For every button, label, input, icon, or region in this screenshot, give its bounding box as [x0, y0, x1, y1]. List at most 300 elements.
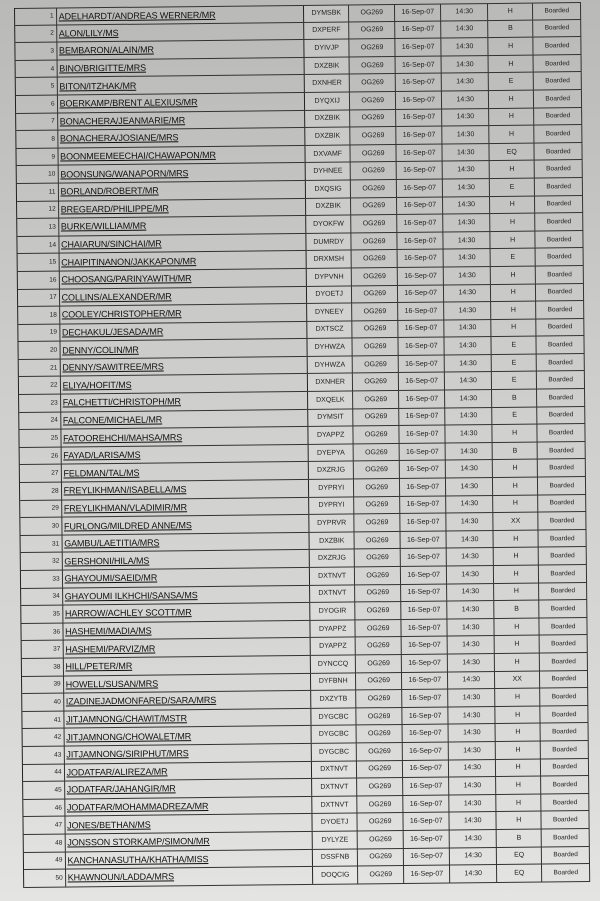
departure-time: 14:30: [444, 249, 491, 266]
flight-date: 16-Sep-07: [397, 162, 444, 179]
flight-date: 16-Sep-07: [401, 602, 448, 619]
boarding-status: Boarded: [537, 372, 585, 389]
boarding-status: Boarded: [535, 160, 583, 177]
flight-date: 16-Sep-07: [399, 426, 446, 443]
flight-date: 16-Sep-07: [399, 373, 446, 390]
booking-reference: DXNHER: [308, 374, 354, 391]
passenger-name: BOONSUNG/WANAPORN/MRS: [58, 163, 306, 182]
departure-time: 14:30: [449, 724, 496, 741]
booking-class: EQ: [497, 847, 543, 864]
booking-class: XX: [493, 513, 539, 530]
flight-number: OG269: [355, 514, 401, 531]
boarding-status: Boarded: [539, 495, 587, 512]
booking-class: E: [489, 73, 535, 90]
flight-date: 16-Sep-07: [397, 232, 444, 249]
boarding-status: Boarded: [536, 213, 584, 230]
passenger-name: JONES/BETHAN/MS: [65, 814, 313, 833]
boarding-status: Boarded: [538, 389, 586, 406]
booking-class: H: [489, 108, 535, 125]
row-number: 37: [22, 641, 64, 658]
booking-class: H: [495, 636, 541, 653]
flight-date: 16-Sep-07: [403, 725, 450, 742]
booking-reference: DYNCCQ: [311, 655, 357, 672]
flight-date: 16-Sep-07: [397, 179, 444, 196]
passenger-name: HILL/PETER/MR: [63, 656, 311, 675]
booking-class: H: [494, 548, 540, 565]
booking-class: H: [492, 425, 538, 442]
flight-number: OG269: [356, 585, 402, 602]
flight-date: 16-Sep-07: [399, 391, 446, 408]
departure-time: 14:30: [443, 179, 490, 196]
passenger-name: BREGEARD/PHILIPPE/MR: [59, 198, 307, 217]
row-number: 50: [24, 870, 66, 887]
flight-date: 16-Sep-07: [396, 91, 443, 108]
booking-reference: DXZBIK: [304, 57, 350, 74]
row-number: 29: [20, 500, 62, 517]
booking-class: H: [491, 266, 537, 283]
passenger-name: IZADINEJADMONFARED/SARA/MRS: [64, 691, 312, 710]
flight-date: 16-Sep-07: [398, 303, 445, 320]
row-number: 5: [16, 78, 58, 95]
row-number: 44: [23, 764, 65, 781]
booking-reference: DXZRJG: [309, 462, 355, 479]
row-number: 21: [19, 359, 61, 376]
booking-class: H: [488, 55, 534, 72]
booking-class: H: [489, 126, 535, 143]
booking-class: E: [491, 249, 537, 266]
flight-number: OG269: [358, 848, 404, 865]
booking-reference: DYOETJ: [312, 814, 358, 831]
flight-date: 16-Sep-07: [401, 619, 448, 636]
flight-number: OG269: [351, 110, 397, 127]
departure-time: 14:30: [443, 197, 490, 214]
flight-date: 16-Sep-07: [395, 39, 442, 56]
flight-date: 16-Sep-07: [403, 760, 450, 777]
flight-date: 16-Sep-07: [398, 338, 445, 355]
flight-date: 16-Sep-07: [401, 566, 448, 583]
row-number: 36: [21, 623, 63, 640]
departure-time: 14:30: [448, 584, 495, 601]
flight-number: OG269: [356, 637, 402, 654]
boarding-status: Boarded: [537, 301, 585, 318]
passenger-name: COOLEY/CHRISTOPHER/MR: [60, 304, 308, 323]
flight-number: OG269: [352, 233, 398, 250]
departure-time: 14:30: [443, 144, 490, 161]
departure-time: 14:30: [448, 654, 495, 671]
row-number: 40: [22, 694, 64, 711]
booking-class: H: [496, 741, 542, 758]
passenger-name: FAYAD/LARISA/MS: [61, 445, 309, 464]
booking-reference: DYOETJ: [307, 286, 353, 303]
row-number: 14: [17, 236, 59, 253]
flight-date: 16-Sep-07: [401, 584, 448, 601]
booking-reference: DUMRDY: [306, 233, 352, 250]
boarding-status: Boarded: [540, 583, 588, 600]
row-number: 18: [18, 307, 60, 324]
booking-class: H: [496, 794, 542, 811]
boarding-status: Boarded: [536, 266, 584, 283]
booking-reference: DYPRYI: [309, 479, 355, 496]
flight-number: OG269: [356, 655, 402, 672]
passenger-name: FATOOREHCHI/MAHSA/MRS: [61, 427, 309, 446]
boarding-status: Boarded: [542, 776, 590, 793]
boarding-status: Boarded: [542, 811, 590, 828]
passenger-name: JITJAMNONG/SIRIPHUT/MRS: [64, 744, 312, 763]
passenger-name: JODATFAR/ALIREZA/MR: [64, 761, 312, 780]
departure-time: 14:30: [444, 267, 491, 284]
flight-date: 16-Sep-07: [400, 479, 447, 496]
departure-time: 14:30: [446, 460, 493, 477]
row-number: 45: [23, 782, 65, 799]
departure-time: 14:30: [447, 513, 494, 530]
departure-time: 14:30: [442, 73, 489, 90]
passenger-name: ALON/LILY/MS: [57, 23, 305, 42]
row-number: 6: [16, 96, 58, 113]
booking-reference: DXZBIK: [305, 128, 351, 145]
booking-reference: DXTNVT: [312, 796, 358, 813]
flight-date: 16-Sep-07: [395, 5, 442, 21]
flight-number: OG269: [352, 215, 398, 232]
boarding-status: Boarded: [542, 864, 590, 881]
booking-reference: DXTNVT: [312, 779, 358, 796]
passenger-name: BURKE/WILLIAM/MR: [59, 216, 307, 235]
flight-number: OG269: [357, 743, 403, 760]
flight-date: 16-Sep-07: [398, 320, 445, 337]
booking-reference: DYPRYI: [309, 497, 355, 514]
boarding-status: Boarded: [534, 37, 582, 54]
booking-reference: DXZBIK: [305, 110, 351, 127]
flight-date: 16-Sep-07: [402, 672, 449, 689]
row-number: 17: [18, 289, 60, 306]
booking-class: H: [488, 38, 534, 55]
boarding-status: Boarded: [538, 459, 586, 476]
flight-date: 16-Sep-07: [402, 637, 449, 654]
passenger-name: JODATFAR/JAHANGIR/MR: [65, 779, 313, 798]
flight-number: OG269: [355, 567, 401, 584]
passenger-name: FURLONG/MILDRED ANNE/MS: [62, 515, 310, 534]
flight-date: 16-Sep-07: [403, 813, 450, 830]
booking-class: E: [492, 372, 538, 389]
booking-reference: DYHWZA: [308, 356, 354, 373]
passenger-name: BINO/BRIGITTE/MRS: [57, 58, 305, 77]
departure-time: 14:30: [442, 38, 489, 55]
booking-class: H: [494, 618, 540, 635]
booking-reference: DYFBNH: [311, 673, 357, 690]
boarding-status: Boarded: [535, 196, 583, 213]
row-number: 42: [23, 729, 65, 746]
flight-date: 16-Sep-07: [402, 707, 449, 724]
flight-number: OG269: [352, 268, 398, 285]
booking-reference: DRXMSH: [307, 251, 353, 268]
booking-class: H: [495, 653, 541, 670]
flight-number: OG269: [353, 321, 399, 338]
departure-time: 14:30: [450, 847, 497, 864]
departure-time: 14:30: [447, 566, 494, 583]
booking-class: H: [494, 566, 540, 583]
boarding-status: Boarded: [536, 231, 584, 248]
row-number: 19: [18, 324, 60, 341]
booking-reference: DXPERF: [304, 22, 350, 39]
row-number: 23: [19, 395, 61, 412]
booking-reference: DXTNVT: [310, 585, 356, 602]
row-number: 4: [16, 60, 58, 77]
booking-class: H: [495, 689, 541, 706]
booking-reference: DYAPPZ: [308, 427, 354, 444]
booking-class: H: [493, 460, 539, 477]
booking-class: H: [490, 231, 536, 248]
departure-time: 14:30: [444, 285, 491, 302]
row-number: 41: [22, 711, 64, 728]
passenger-name: BEMBARON/ALAIN/MR: [57, 40, 305, 59]
flight-date: 16-Sep-07: [400, 514, 447, 531]
booking-reference: DXNHER: [305, 75, 351, 92]
flight-number: OG269: [356, 673, 402, 690]
passenger-name: BORLAND/ROBERT/MR: [58, 181, 306, 200]
booking-reference: DYNEEY: [307, 304, 353, 321]
row-number: 15: [18, 254, 60, 271]
row-number: 9: [16, 148, 58, 165]
booking-class: H: [490, 161, 536, 178]
flight-number: OG269: [350, 57, 396, 74]
passenger-name: CHAIARUN/SINCHAI/MR: [59, 234, 307, 253]
booking-class: H: [488, 4, 534, 20]
row-number: 2: [15, 25, 57, 42]
boarding-status: Boarded: [542, 794, 590, 811]
boarding-status: Boarded: [535, 143, 583, 160]
flight-number: OG269: [358, 866, 404, 883]
booking-reference: DXQSIG: [306, 180, 352, 197]
flight-date: 16-Sep-07: [402, 654, 449, 671]
booking-reference: DYHWZA: [307, 339, 353, 356]
row-number: 16: [18, 271, 60, 288]
flight-number: OG269: [354, 444, 400, 461]
booking-reference: DXQELK: [308, 392, 354, 409]
flight-number: OG269: [356, 620, 402, 637]
departure-time: 14:30: [447, 531, 494, 548]
passenger-name: FREYLIKHMAN/VLADIMIR/MR: [62, 498, 310, 517]
boarding-status: Boarded: [541, 759, 589, 776]
row-number: 49: [24, 852, 66, 869]
booking-class: H: [495, 706, 541, 723]
flight-date: 16-Sep-07: [396, 74, 443, 91]
boarding-status: Boarded: [542, 829, 590, 846]
departure-time: 14:30: [447, 548, 494, 565]
departure-time: 14:30: [448, 672, 495, 689]
passenger-name: BOONMEEMEECHAI/CHAWAPON/MR: [58, 146, 306, 165]
row-number: 31: [21, 535, 63, 552]
booking-reference: DYAPPZ: [310, 620, 356, 637]
passenger-name: JODATFAR/MOHAMMADREZA/MR: [65, 797, 313, 816]
booking-class: H: [496, 812, 542, 829]
passenger-name: BONACHERA/JOSIANE/MRS: [58, 128, 306, 147]
flight-date: 16-Sep-07: [403, 742, 450, 759]
departure-time: 14:30: [446, 425, 493, 442]
flight-number: OG269: [351, 127, 397, 144]
boarding-status: Boarded: [533, 3, 581, 19]
booking-class: XX: [495, 671, 541, 688]
boarding-status: Boarded: [541, 741, 589, 758]
flight-number: OG269: [352, 285, 398, 302]
departure-time: 14:30: [446, 443, 493, 460]
flight-date: 16-Sep-07: [400, 443, 447, 460]
flight-number: OG269: [358, 778, 404, 795]
boarding-status: Boarded: [541, 688, 589, 705]
boarding-status: Boarded: [536, 248, 584, 265]
passenger-name: HASHEMI/PARVIZ/MR: [63, 638, 311, 657]
booking-reference: DYMSIT: [308, 409, 354, 426]
flight-number: OG269: [354, 479, 400, 496]
departure-time: 14:30: [443, 126, 490, 143]
boarding-status: Boarded: [540, 653, 588, 670]
booking-class: H: [496, 759, 542, 776]
departure-time: 14:30: [448, 601, 495, 618]
flight-number: OG269: [357, 725, 403, 742]
booking-class: H: [491, 284, 537, 301]
passenger-name: FELDMAN/TAL/MS: [61, 462, 309, 481]
row-number: 48: [24, 834, 66, 851]
row-number: 7: [16, 113, 58, 130]
flight-number: OG269: [349, 5, 395, 21]
booking-class: EQ: [489, 143, 535, 160]
row-number: 13: [17, 219, 59, 236]
boarding-status: Boarded: [538, 477, 586, 494]
flight-number: OG269: [358, 831, 404, 848]
boarding-status: Boarded: [539, 512, 587, 529]
flight-date: 16-Sep-07: [397, 215, 444, 232]
flight-number: OG269: [353, 391, 399, 408]
departure-time: 14:30: [443, 161, 490, 178]
booking-reference: DYQXIJ: [305, 92, 351, 109]
passenger-name: ELIYA/HOFIT/MS: [60, 374, 308, 393]
row-number: 27: [20, 465, 62, 482]
departure-time: 14:30: [447, 496, 494, 513]
flight-number: OG269: [354, 461, 400, 478]
flight-number: OG269: [354, 409, 400, 426]
row-number: 39: [22, 676, 64, 693]
departure-time: 14:30: [449, 760, 496, 777]
booking-class: H: [495, 724, 541, 741]
booking-reference: DXZRJG: [310, 550, 356, 567]
booking-class: E: [492, 354, 538, 371]
booking-class: B: [494, 601, 540, 618]
booking-reference: DXZBIK: [309, 532, 355, 549]
boarding-status: Boarded: [542, 847, 590, 864]
departure-time: 14:30: [450, 830, 497, 847]
passenger-name: KHAWNOUN/LADDA/MRS: [66, 867, 314, 886]
flight-date: 16-Sep-07: [396, 109, 443, 126]
boarding-status: Boarded: [539, 547, 587, 564]
flight-date: 16-Sep-07: [398, 267, 445, 284]
booking-reference: DYMSBK: [304, 5, 350, 21]
booking-reference: DYPVNH: [307, 268, 353, 285]
passenger-name: ADELHARDT/ANDREAS WERNER/MR: [57, 6, 305, 24]
flight-date: 16-Sep-07: [401, 549, 448, 566]
boarding-status: Boarded: [537, 354, 585, 371]
row-number: 11: [17, 183, 59, 200]
row-number: 22: [19, 377, 61, 394]
boarding-status: Boarded: [540, 600, 588, 617]
row-number: 12: [17, 201, 59, 218]
departure-time: 14:30: [450, 795, 497, 812]
boarding-status: Boarded: [534, 20, 582, 37]
booking-class: E: [491, 337, 537, 354]
booking-class: H: [489, 91, 535, 108]
booking-reference: DXZYTB: [311, 691, 357, 708]
flight-number: OG269: [357, 690, 403, 707]
booking-reference: DXTSCZ: [307, 321, 353, 338]
passenger-name: GHAYOUMI/SAEID/MR: [62, 568, 310, 587]
boarding-status: Boarded: [536, 284, 584, 301]
boarding-status: Boarded: [535, 178, 583, 195]
boarding-status: Boarded: [534, 55, 582, 72]
passenger-name: BOERKAMP/BRENT ALEXIUS/MR: [57, 93, 305, 112]
boarding-status: Boarded: [540, 671, 588, 688]
row-number: 30: [20, 518, 62, 535]
boarding-status: Boarded: [534, 72, 582, 89]
departure-time: 14:30: [449, 689, 496, 706]
booking-class: EQ: [497, 865, 543, 882]
booking-reference: DYEPYA: [309, 444, 355, 461]
departure-time: 14:30: [445, 390, 492, 407]
boarding-status: Boarded: [541, 706, 589, 723]
booking-class: H: [491, 302, 537, 319]
passenger-name: GERSHONI/HILA/MS: [62, 550, 310, 569]
boarding-status: Boarded: [537, 336, 585, 353]
flight-number: OG269: [352, 250, 398, 267]
booking-class: E: [490, 178, 536, 195]
departure-time: 14:30: [442, 21, 489, 38]
row-number: 1: [15, 9, 57, 25]
row-number: 32: [21, 553, 63, 570]
row-number: 34: [21, 588, 63, 605]
booking-reference: DXTNVT: [310, 567, 356, 584]
flight-number: OG269: [351, 145, 397, 162]
row-number: 43: [23, 746, 65, 763]
row-number: 25: [19, 430, 61, 447]
flight-number: OG269: [353, 303, 399, 320]
departure-time: 14:30: [445, 320, 492, 337]
flight-number: OG269: [353, 338, 399, 355]
flight-number: OG269: [350, 92, 396, 109]
passenger-name: HASHEMI/MADIA/MS: [63, 621, 311, 640]
flight-date: 16-Sep-07: [395, 21, 442, 38]
flight-number: OG269: [355, 497, 401, 514]
passenger-name: BONACHERA/JEANMARIE/MR: [58, 111, 306, 130]
flight-number: OG269: [350, 74, 396, 91]
departure-time: 14:30: [445, 302, 492, 319]
row-number: 46: [23, 799, 65, 816]
passenger-name: DECHAKUL/JESADA/MR: [60, 322, 308, 341]
departure-time: 14:30: [445, 355, 492, 372]
flight-number: OG269: [357, 761, 403, 778]
row-number: 26: [20, 447, 62, 464]
departure-time: 14:30: [450, 777, 497, 794]
booking-class: B: [493, 442, 539, 459]
flight-number: OG269: [351, 180, 397, 197]
booking-class: H: [493, 478, 539, 495]
row-number: 3: [15, 43, 57, 60]
row-number: 38: [22, 658, 64, 675]
row-number: 47: [23, 817, 65, 834]
passenger-manifest-table: [14, 2, 590, 888]
flight-date: 16-Sep-07: [396, 127, 443, 144]
booking-reference: DYLYZE: [313, 831, 359, 848]
flight-date: 16-Sep-07: [403, 778, 450, 795]
flight-number: OG269: [353, 356, 399, 373]
departure-time: 14:30: [449, 742, 496, 759]
flight-date: 16-Sep-07: [403, 795, 450, 812]
departure-time: 14:30: [446, 408, 493, 425]
